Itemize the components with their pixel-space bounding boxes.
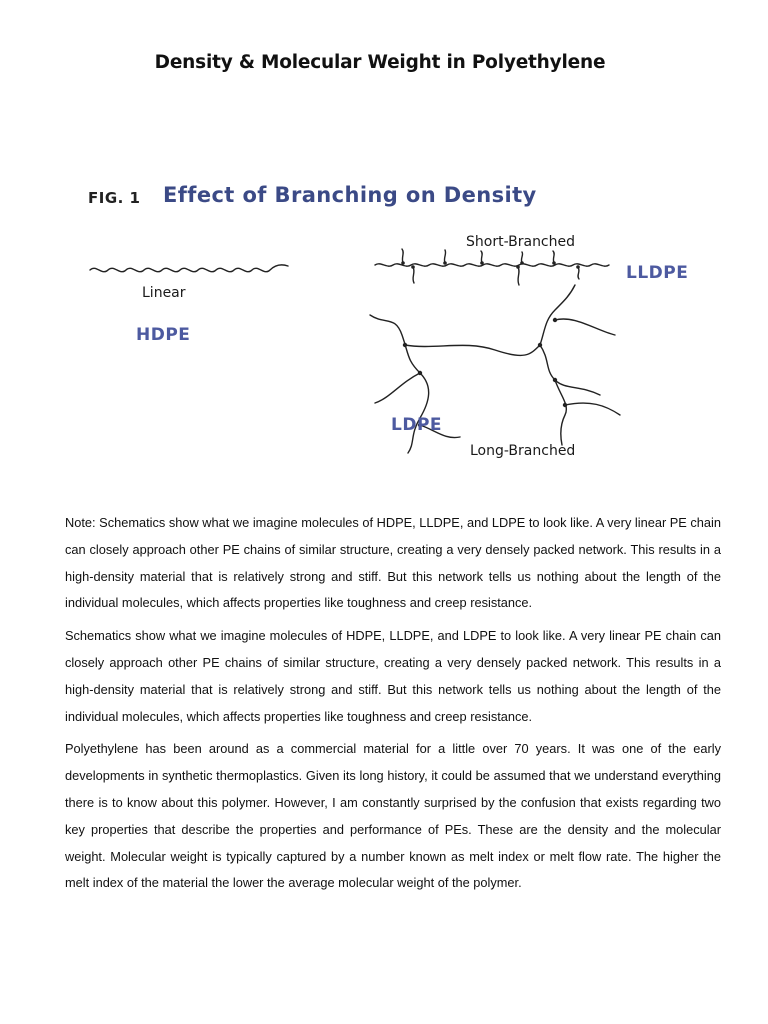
long-branch <box>375 373 420 403</box>
short-branch <box>481 251 482 263</box>
long-branched-label: Long-Branched <box>470 443 576 459</box>
figure-title: Effect of Branching on Density <box>163 183 537 207</box>
short-branched-chain <box>375 264 609 266</box>
paragraph-schematics: Schematics show what we imagine molecules of HDPE, LLDPE, and LDPE to look like. A very linear PE chain can closely approach other PE chains of similar structure, creating a very densely packed network. This results in a high-density material that is relatively strong and stiff. But this network tells us nothing about the length of the individual molecules, which affects properties like toughness and creep resistance. <box>65 628 721 724</box>
short-branch <box>444 250 445 263</box>
short-branched-label: Short-Branched <box>466 234 576 250</box>
paragraph-note: Note: Schematics show what we imagine molecules of HDPE, LLDPE, and LDPE to look like. A very linear PE chain can closely approach other PE chains of similar structure, creating a very densely packed network. This results in a high-density material that is relatively strong and stiff. But this network tells us nothing about the length of the individual molecules, which affects properties like toughness and creep resistance. <box>65 515 721 611</box>
lldpe-tag: LLDPE <box>626 263 689 283</box>
short-branch <box>553 251 554 263</box>
ldpe-tag: LDPE <box>391 415 443 435</box>
body-text <box>65 510 721 903</box>
long-branch <box>405 345 540 355</box>
linear-chain <box>90 265 288 272</box>
long-branch <box>540 285 575 345</box>
hdpe-tag: HDPE <box>136 325 191 345</box>
short-branch <box>413 267 414 283</box>
long-branch <box>555 380 566 445</box>
linear-label: Linear <box>142 285 186 301</box>
short-branch <box>518 267 519 285</box>
branching-figure <box>70 175 720 475</box>
long-branch <box>565 403 620 415</box>
long-branch <box>540 345 600 395</box>
short-branch <box>578 267 579 279</box>
page-title: Density & Molecular Weight in Polyethylene <box>154 52 606 73</box>
paragraph-history: Polyethylene has been around as a commercial material for a little over 70 years. It was one of the early developments in synthetic thermoplastics. Given its long history, it could be assumed that we understand everything there is to know about this polymer. However, I am constantly surprised by the confusion that exists regarding two key properties that describe the properties and performance of PEs. These are the density and the molecular weight. Molecular weight is typically captured by a number known as melt index or melt flow rate. The higher the melt index of the material the lower the average molecular weight of the polymer. <box>65 741 721 891</box>
short-branch <box>402 249 403 263</box>
long-branch <box>555 319 615 335</box>
figure-number: FIG. 1 <box>88 189 141 207</box>
